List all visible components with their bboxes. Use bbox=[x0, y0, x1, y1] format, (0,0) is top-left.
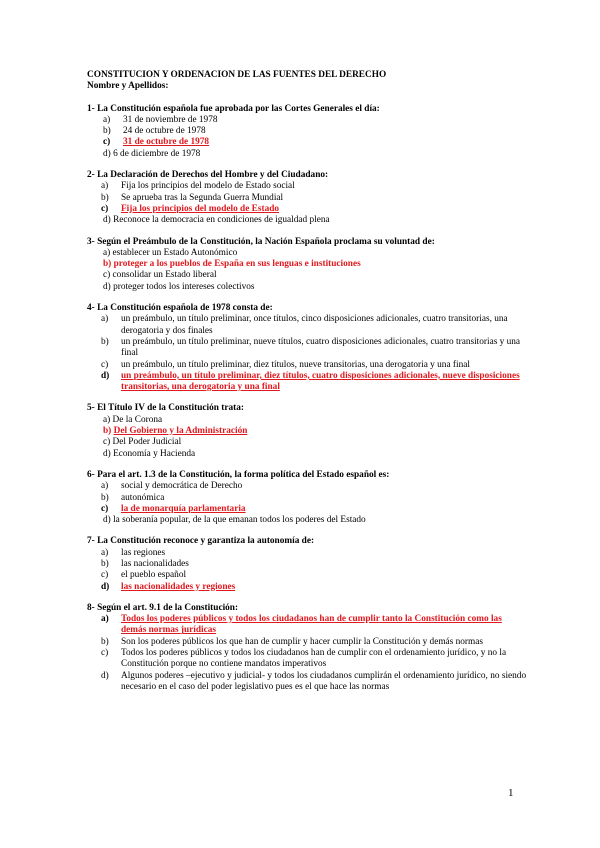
q7-c-letter: c) bbox=[101, 570, 109, 581]
q2-option-b bbox=[87, 193, 527, 204]
q8-option-c bbox=[87, 648, 527, 671]
q7-option-b bbox=[87, 559, 527, 570]
q8-d-text: Algunos poderes –ejecutivo y judicial- y todos los ciudadanos cumplirán el ordenamiento jurídico, no siendo necesario en el caso del poder legislativo pues es el que hace las normas bbox=[121, 670, 527, 692]
q2-option-a bbox=[87, 181, 527, 192]
q5-a-text: a) De la Corona bbox=[103, 414, 163, 425]
q8-c-text: Todos los poderes públicos y todos los ciudadanos han de cumplir con el ordenamiento jurídico, y no la Constitución porque no contiene mandatos imperativos bbox=[121, 648, 507, 670]
q5-option-d bbox=[87, 449, 527, 460]
question-8-text: 8- Según el art. 9.1 de la Constitución: bbox=[87, 602, 239, 613]
q8-b-text: Son los poderes públicos los que han de cumplir y hacer cumplir la Constitución y demás normas bbox=[121, 636, 483, 647]
q7-d-text: las nacionalidades y regiones bbox=[121, 581, 236, 592]
q7-b-text: las nacionalidades bbox=[121, 558, 189, 569]
question-7 bbox=[87, 536, 527, 592]
q1-a-letter: a) bbox=[103, 114, 111, 125]
q7-a-letter: a) bbox=[101, 547, 109, 558]
q6-option-b bbox=[87, 493, 527, 504]
q7-option-a bbox=[87, 548, 527, 559]
q2-c-letter: c) bbox=[101, 203, 109, 214]
q1-b-letter: b) bbox=[103, 126, 111, 137]
q7-option-d-correct bbox=[87, 582, 527, 593]
q1-option-a bbox=[87, 115, 527, 126]
q5-option-c bbox=[87, 437, 527, 448]
q7-option-c bbox=[87, 570, 527, 581]
q7-c-text: el pueblo español bbox=[121, 570, 187, 581]
q6-b-text: autonómica bbox=[121, 492, 165, 503]
q4-option-b bbox=[87, 337, 527, 360]
q4-option-c bbox=[87, 360, 527, 371]
q2-d-text: d) Reconoce la democracia en condiciones de igualdad plena bbox=[103, 215, 330, 226]
q6-b-letter: b) bbox=[101, 492, 109, 503]
q1-c-text: 31 de octubre de 1978 bbox=[123, 137, 210, 148]
question-3 bbox=[87, 237, 527, 293]
q8-a-letter: a) bbox=[101, 614, 109, 625]
page-number: 1 bbox=[508, 787, 514, 799]
q1-c-letter: c) bbox=[103, 137, 111, 148]
question-1-text: 1- La Constitución española fue aprobada por las Cortes Generales el día: bbox=[87, 103, 380, 114]
quiz-content bbox=[87, 70, 527, 703]
q5-d-text: d) Economía y Hacienda bbox=[103, 448, 196, 459]
q3-c-text: c) consolidar un Estado liberal bbox=[103, 270, 217, 281]
q8-a-text: Todos los poderes públicos y todos los ciudadanos han de cumplir tanto la Constitución como las demás normas jurídicas bbox=[121, 614, 502, 636]
q6-a-letter: a) bbox=[101, 481, 109, 492]
question-8 bbox=[87, 603, 527, 693]
q3-b-text: b) proteger a los pueblos de España en sus lenguas e instituciones bbox=[103, 259, 361, 270]
question-6 bbox=[87, 470, 527, 526]
q5-b-text: Del Gobierno y la Administración bbox=[113, 426, 248, 437]
question-6-text: 6- Para el art. 1.3 de la Constitución, la forma política del Estado español es: bbox=[87, 469, 390, 480]
q5-c-text: c) Del Poder Judicial bbox=[103, 437, 182, 448]
q8-option-b bbox=[87, 637, 527, 648]
q6-option-c-correct bbox=[87, 504, 527, 515]
q6-option-a bbox=[87, 481, 527, 492]
question-4-text: 4- La Constitución española de 1978 consta de: bbox=[87, 303, 273, 314]
q3-option-c bbox=[87, 270, 527, 281]
q4-option-d-correct bbox=[87, 371, 527, 394]
q4-c-letter: c) bbox=[101, 359, 109, 370]
q5-b-letter: b) bbox=[103, 426, 112, 437]
q7-b-letter: b) bbox=[101, 558, 109, 569]
q2-a-letter: a) bbox=[101, 181, 109, 192]
q8-b-letter: b) bbox=[101, 636, 109, 647]
question-4 bbox=[87, 303, 527, 393]
q2-option-d bbox=[87, 215, 527, 226]
question-3-text: 3- Según el Preámbulo de la Constitución, la Nación Española proclama su voluntad de: bbox=[87, 236, 435, 247]
q4-a-text: un preámbulo, un título preliminar, once títulos, cinco disposiciones adicionales, cuatro transitorias, una derogatoria y dos finales bbox=[121, 314, 508, 336]
q3-option-d bbox=[87, 282, 527, 293]
question-5-text: 5- El Título IV de la Constitución trata: bbox=[87, 403, 244, 414]
q1-option-c-correct bbox=[87, 137, 527, 148]
q8-c-letter: c) bbox=[101, 648, 109, 659]
q7-d-letter: d) bbox=[101, 581, 110, 592]
q6-d-text: d) la soberanía popular, de la que emanan todos los poderes del Estado bbox=[103, 515, 366, 526]
q4-d-text: un preámbulo, un título preliminar, diez títulos, cuatro disposiciones adicionales, nueve disposiciones transitorias, una derogatoria y una final bbox=[121, 370, 520, 393]
q2-c-text: Fija los principios del modelo de Estado bbox=[121, 203, 280, 214]
question-7-text: 7- La Constitución reconoce y garantiza la autonomía de: bbox=[87, 536, 315, 547]
q2-a-text: Fija los principios del modelo de Estado social bbox=[121, 181, 295, 192]
question-2-text: 2- La Declaración de Derechos del Hombre y del Ciudadano: bbox=[87, 170, 329, 181]
q7-a-text: las regiones bbox=[121, 547, 166, 558]
q1-option-b bbox=[87, 126, 527, 137]
q4-c-text: un preámbulo, un título preliminar, diez títulos, nueve transitorias, una derogatoria y una final bbox=[121, 359, 470, 370]
name-field-label: Nombre y Apellidos: bbox=[87, 81, 169, 92]
q4-b-text: un preámbulo, un título preliminar, nueve títulos, cuatro disposiciones adicionales, cuatro transitorias y una final bbox=[121, 336, 521, 359]
question-2 bbox=[87, 170, 527, 226]
question-5 bbox=[87, 403, 527, 459]
q2-b-text: Se aprueba tras la Segunda Guerra Mundial bbox=[121, 192, 284, 203]
q1-option-d bbox=[87, 149, 527, 160]
q5-option-a bbox=[87, 415, 527, 426]
q5-option-b-correct bbox=[87, 426, 527, 437]
q6-option-d bbox=[87, 515, 527, 526]
q4-a-letter: a) bbox=[101, 314, 109, 325]
q3-option-b-correct bbox=[87, 259, 527, 270]
q4-b-letter: b) bbox=[101, 336, 109, 347]
q4-d-letter: d) bbox=[101, 370, 110, 381]
q3-a-text: a) establecer un Estado Autonómico bbox=[103, 247, 238, 258]
question-1 bbox=[87, 104, 527, 160]
q3-option-a bbox=[87, 248, 527, 259]
q8-option-d bbox=[87, 671, 527, 694]
q2-b-letter: b) bbox=[101, 192, 109, 203]
q6-c-text: la de monarquía parlamentaria bbox=[121, 503, 246, 514]
q3-d-text: d) proteger todos los intereses colectivos bbox=[103, 281, 255, 292]
q6-c-letter: c) bbox=[101, 503, 109, 514]
q1-a-text: 31 de noviembre de 1978 bbox=[123, 114, 218, 125]
q4-option-a bbox=[87, 314, 527, 337]
q8-option-a-correct bbox=[87, 614, 527, 637]
q6-a-text: social y democrática de Derecho bbox=[121, 481, 243, 492]
document-title: CONSTITUCION Y ORDENACION DE LAS FUENTES DEL DERECHO bbox=[87, 70, 387, 80]
q8-d-letter: d) bbox=[101, 670, 109, 681]
q1-b-text: 24 de octubre de 1978 bbox=[123, 126, 206, 137]
q2-option-c-correct bbox=[87, 204, 527, 215]
q1-d-text: d) 6 de diciembre de 1978 bbox=[103, 148, 201, 159]
